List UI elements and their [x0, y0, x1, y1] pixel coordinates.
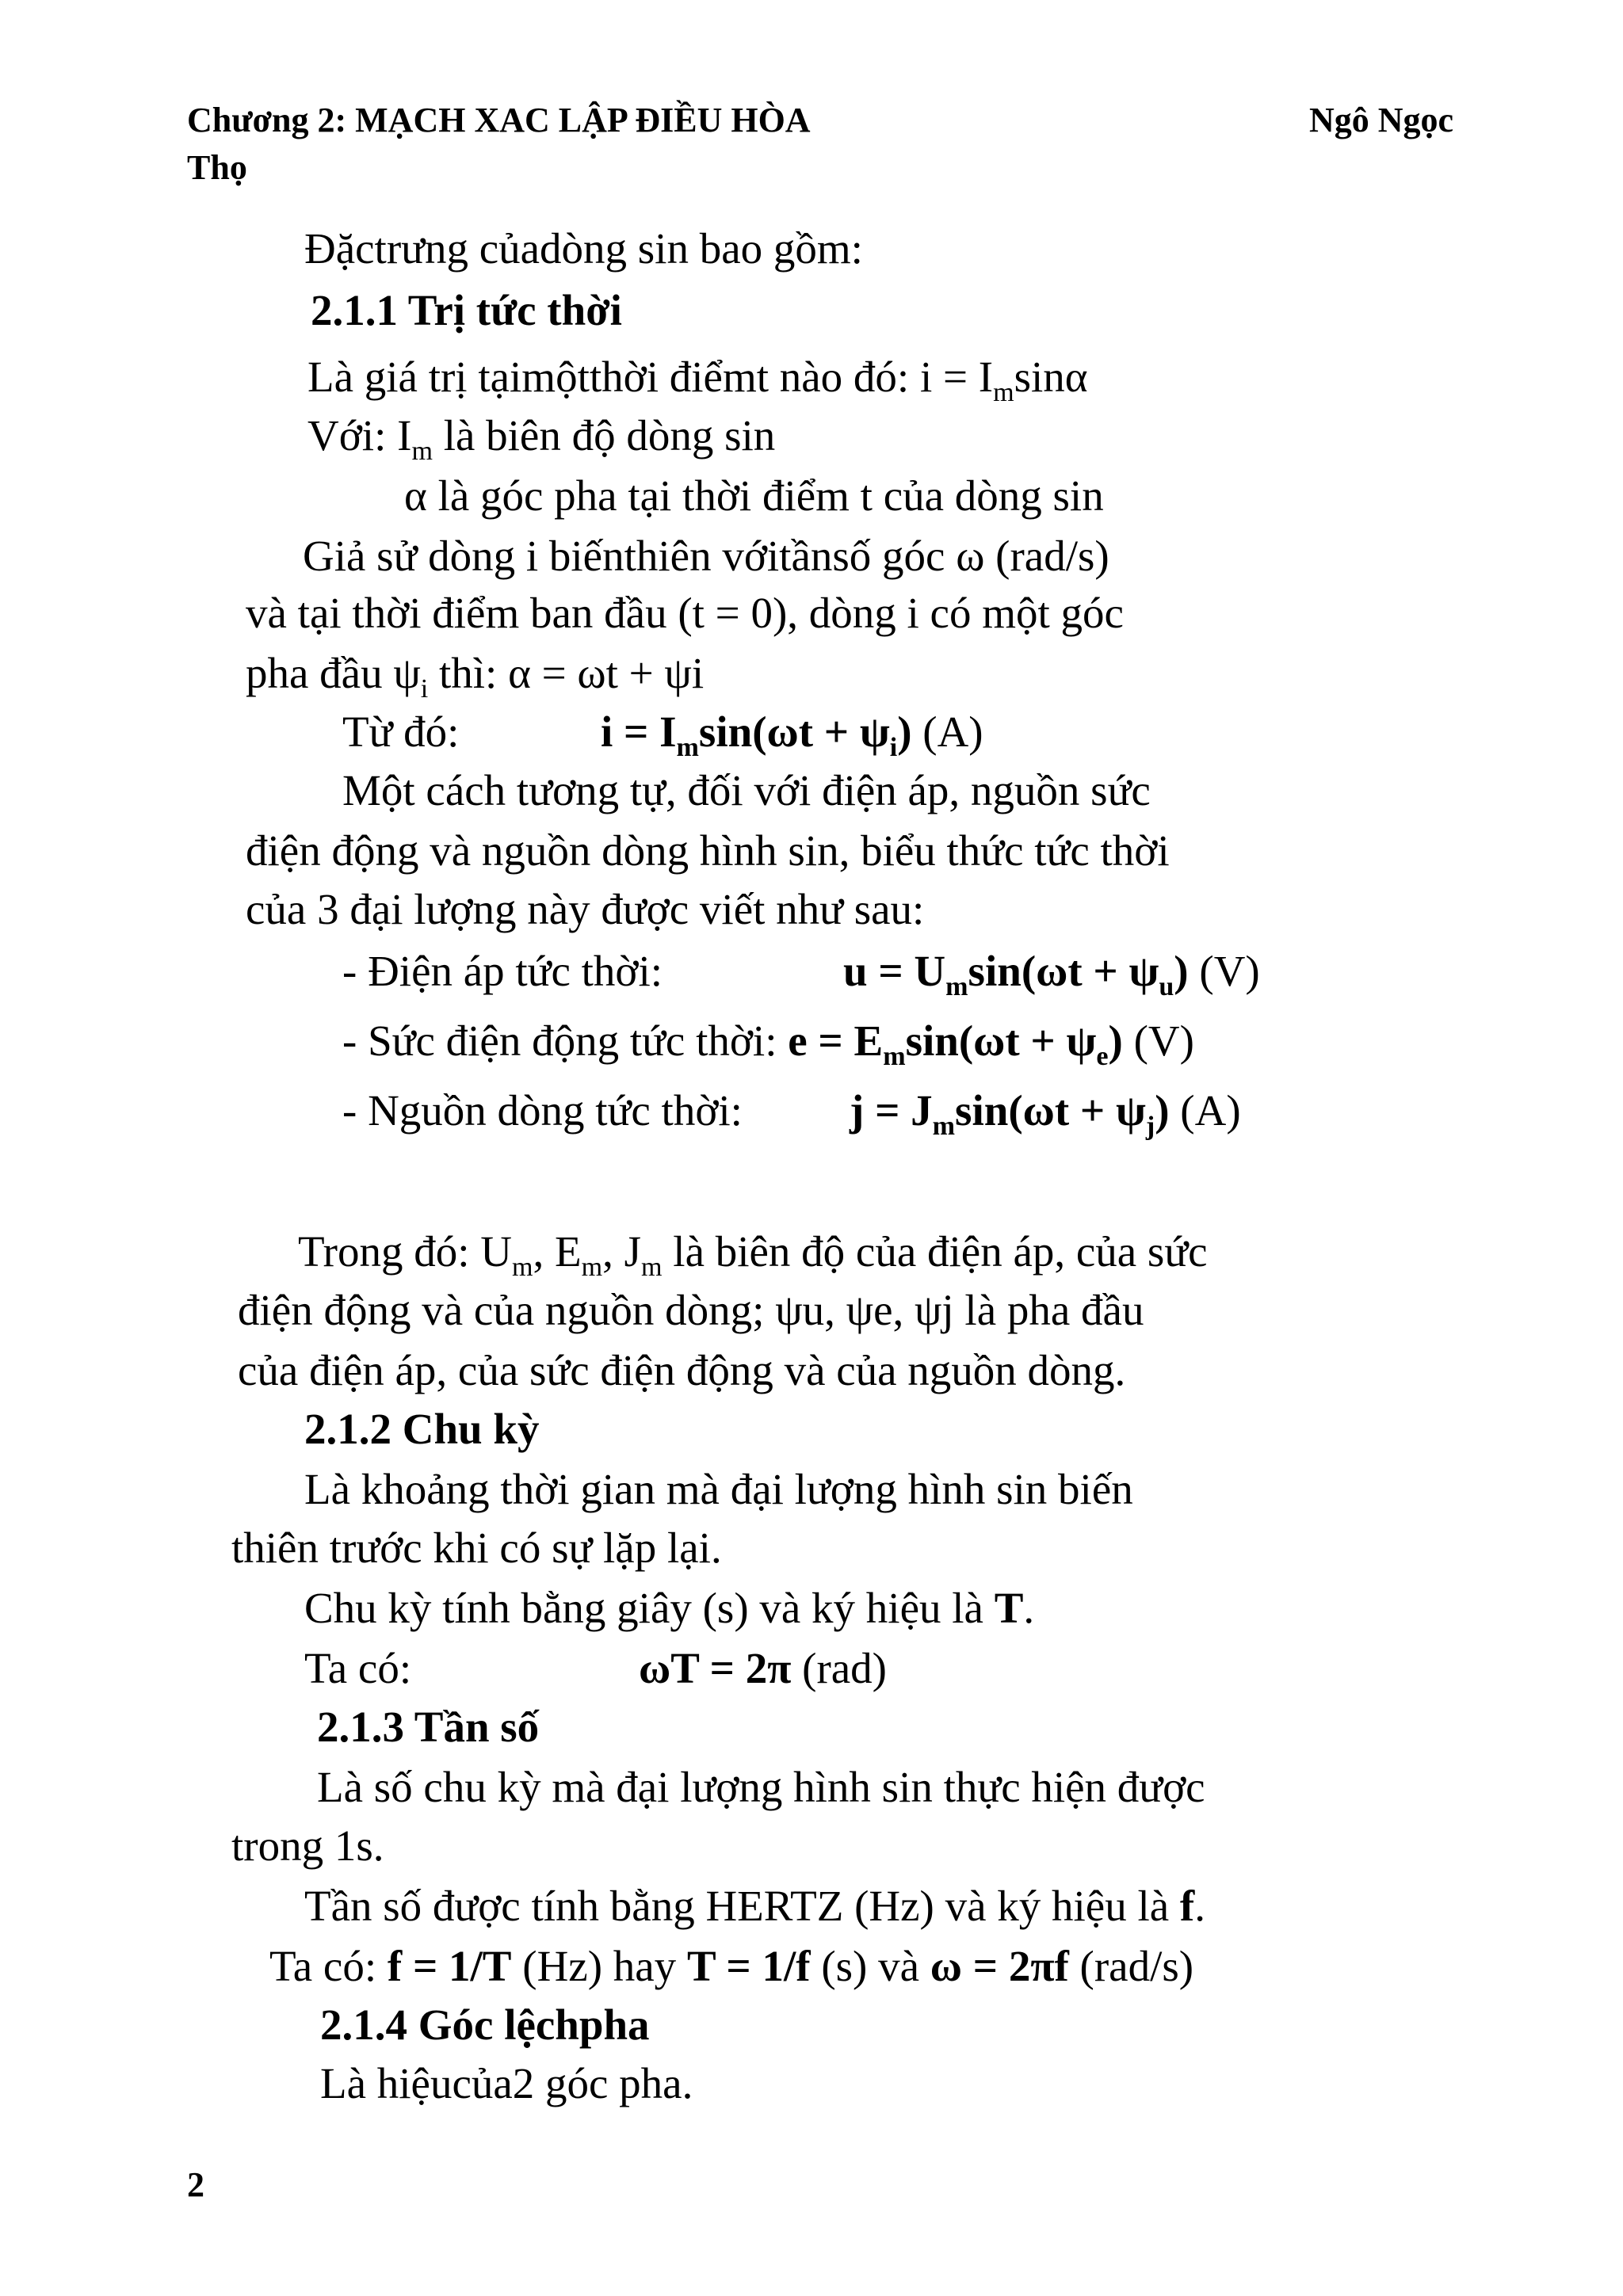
- author-name: Ngô Ngọc: [1309, 101, 1454, 139]
- formula-period-lead: Ta có:: [304, 1644, 412, 1692]
- paragraph-line: điện động và nguồn dòng hình sin, biểu thức tức thời: [246, 826, 1170, 875]
- formula-period: ωT = 2π (rad): [639, 1644, 887, 1692]
- paragraph-line: Là số chu kỳ mà đại lượng hình sin thực hiện được: [317, 1763, 1205, 1811]
- paragraph-line: Là khoảng thời gian mà đại lượng hình sin biến: [304, 1465, 1133, 1513]
- chapter-title: Chương 2: MẠCH XAC LẬP ĐIỀU HÒA: [187, 101, 811, 139]
- paragraph-line: của điện áp, của sức điện động và của nguồn dòng.: [238, 1346, 1126, 1394]
- formula-source: $j = J_m\sin(\omega t + \psi_j)$ (A): [850, 1086, 1241, 1141]
- section-heading-2-1-2: 2.1.2 Chu kỳ: [304, 1405, 540, 1453]
- paragraph-line: Là hiệucủa2 góc pha.: [320, 2059, 693, 2107]
- section-heading-2-1-1: 2.1.1 Trị tức thời: [311, 286, 622, 334]
- paragraph-line: Là giá trị tạimộtthời điểmt nào đó: $i = I_m\sin\alpha$: [307, 353, 1088, 407]
- paragraph-line: Với: $I_m$ là biên độ dòng sin: [307, 411, 776, 466]
- paragraph-line: và tại thời điểm ban đầu (t = 0), dòng i có một góc: [246, 589, 1124, 637]
- formula-current: $i = I_m\sin(\omega t + \psi_i)$ (A): [601, 707, 983, 762]
- author-name-continued: Thọ: [187, 148, 247, 187]
- paragraph-line: thiên trước khi có sự lặp lại.: [231, 1524, 722, 1572]
- formula-emf: - Sức điện động tức thời: $e = E_m\sin(\omega t + \psi_e)$ (V): [342, 1016, 1194, 1071]
- section-heading-2-1-3: 2.1.3 Tần số: [317, 1703, 540, 1751]
- paragraph-line: trong 1s.: [231, 1821, 384, 1870]
- paragraph-line: Giả sử dòng i biếnthiên vớitầnsố góc ω (rad/s): [303, 532, 1109, 580]
- section-heading-2-1-4: 2.1.4 Góc lệchpha: [320, 2000, 650, 2049]
- formula-frequency: Ta có: f = 1/T (Hz) hay T = 1/f (s) và ω = 2πf (rad/s): [269, 1942, 1194, 1990]
- page-number: 2: [187, 2165, 204, 2204]
- formula-current-lead: Từ đó:: [342, 707, 460, 756]
- paragraph-line: pha đầu $\psi_i$ thì: α = ωt + ψi: [246, 649, 705, 704]
- formula-voltage-lead: - Điện áp tức thời:: [342, 947, 663, 995]
- paragraph-line: Tần số được tính bằng HERTZ (Hz) và ký hiệu là f.: [304, 1882, 1205, 1930]
- intro-line: Đặctrưng củadòng sin bao gồm:: [304, 224, 863, 273]
- paragraph-line: Trong đó: $U_m$, $E_m$, $J_m$ là biên độ của điện áp, của sức: [298, 1227, 1208, 1282]
- paragraph-line: Chu kỳ tính bằng giây (s) và ký hiệu là T.: [304, 1584, 1035, 1632]
- paragraph-line: Một cách tương tự, đối với điện áp, nguồn sức: [342, 766, 1151, 814]
- formula-source-lead: - Nguồn dòng tức thời:: [342, 1086, 743, 1135]
- paragraph-line: điện động và của nguồn dòng; ψu, ψe, ψj là pha đầu: [238, 1286, 1144, 1334]
- paragraph-line: α là góc pha tại thời điểm t của dòng sin: [404, 471, 1104, 520]
- paragraph-line: của 3 đại lượng này được viết như sau:: [246, 885, 925, 933]
- formula-voltage: $u = U_m\sin(\omega t + \psi_u)$ (V): [843, 947, 1260, 1001]
